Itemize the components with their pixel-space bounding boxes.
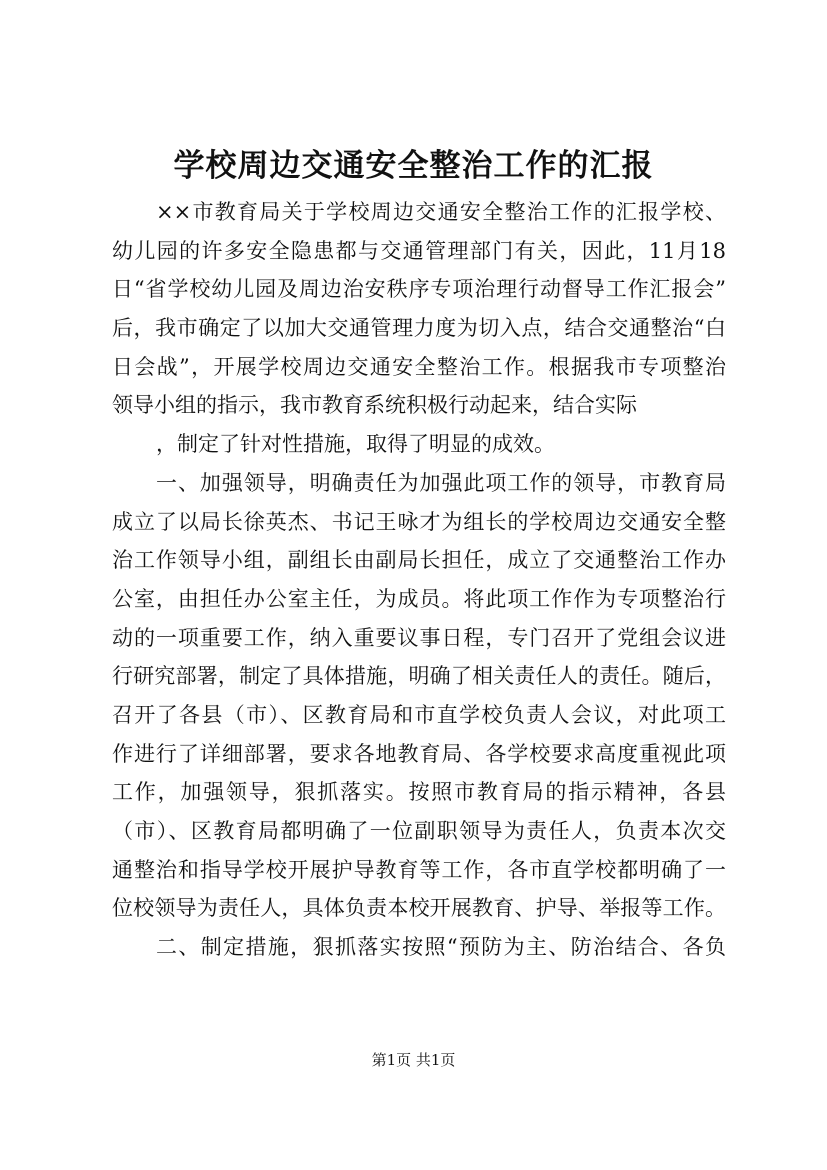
body-line: 治工作领导小组，副组长由副局长担任，成立了交通整治工作办	[112, 548, 726, 573]
body-line: 后，我市确定了以加大交通管理力度为切入点，结合交通整治“白	[112, 316, 726, 341]
body-line: 幼儿园的许多安全隐患都与交通管理部门有关，因此，11月18	[112, 238, 726, 263]
body-line: ××市教育局关于学校周边交通安全整治工作的汇报学校、	[156, 200, 726, 224]
body-line: ，制定了针对性措施，取得了明显的成效。	[156, 432, 555, 457]
body-line: 作进行了详细部署，要求各地教育局、各学校要求高度重视此项	[112, 741, 726, 766]
body-line: （市）、区教育局都明确了一位副职领导为责任人，负责本次交	[112, 819, 726, 843]
body-line: 动的一项重要工作，纳入重要议事日程，专门召开了党组会议进	[112, 625, 726, 650]
body-line: 领导小组的指示，我市教育系统积极行动起来，结合实际	[112, 393, 637, 418]
page-footer: 第1页 共1页	[371, 1051, 456, 1069]
body-line: 公室，由担任办公室主任，为成员。将此项工作作为专项整治行	[112, 586, 726, 611]
body-line: 日会战”，开展学校周边交通安全整治工作。根据我市专项整治	[112, 354, 726, 379]
document-title: 学校周边交通安全整治工作的汇报	[173, 148, 654, 184]
body-line: 行研究部署，制定了具体措施，明确了相关责任人的责任。随后，	[112, 664, 726, 689]
body-line: 日“省学校幼儿园及周边治安秩序专项治理行动督导工作汇报会”	[112, 277, 726, 302]
document-body	[112, 193, 726, 967]
body-line: 通整治和指导学校开展护导教育等工作，各市直学校都明确了一	[112, 857, 726, 882]
body-line: 工作，加强领导，狠抓落实。按照市教育局的指示精神，各县	[112, 780, 726, 805]
body-line: 召开了各县（市）、区教育局和市直学校负责人会议，对此项工	[112, 702, 726, 727]
body-line: 二、制定措施，狠抓落实按照“预防为主、防治结合、各负	[156, 935, 726, 960]
body-line: 位校领导为责任人，具体负责本校开展教育、护导、举报等工作。	[112, 896, 726, 921]
body-line: 成立了以局长徐英杰、书记王咏才为组长的学校周边交通安全整	[112, 509, 726, 534]
body-line: 一、加强领导，明确责任为加强此项工作的领导，市教育局	[156, 470, 726, 495]
